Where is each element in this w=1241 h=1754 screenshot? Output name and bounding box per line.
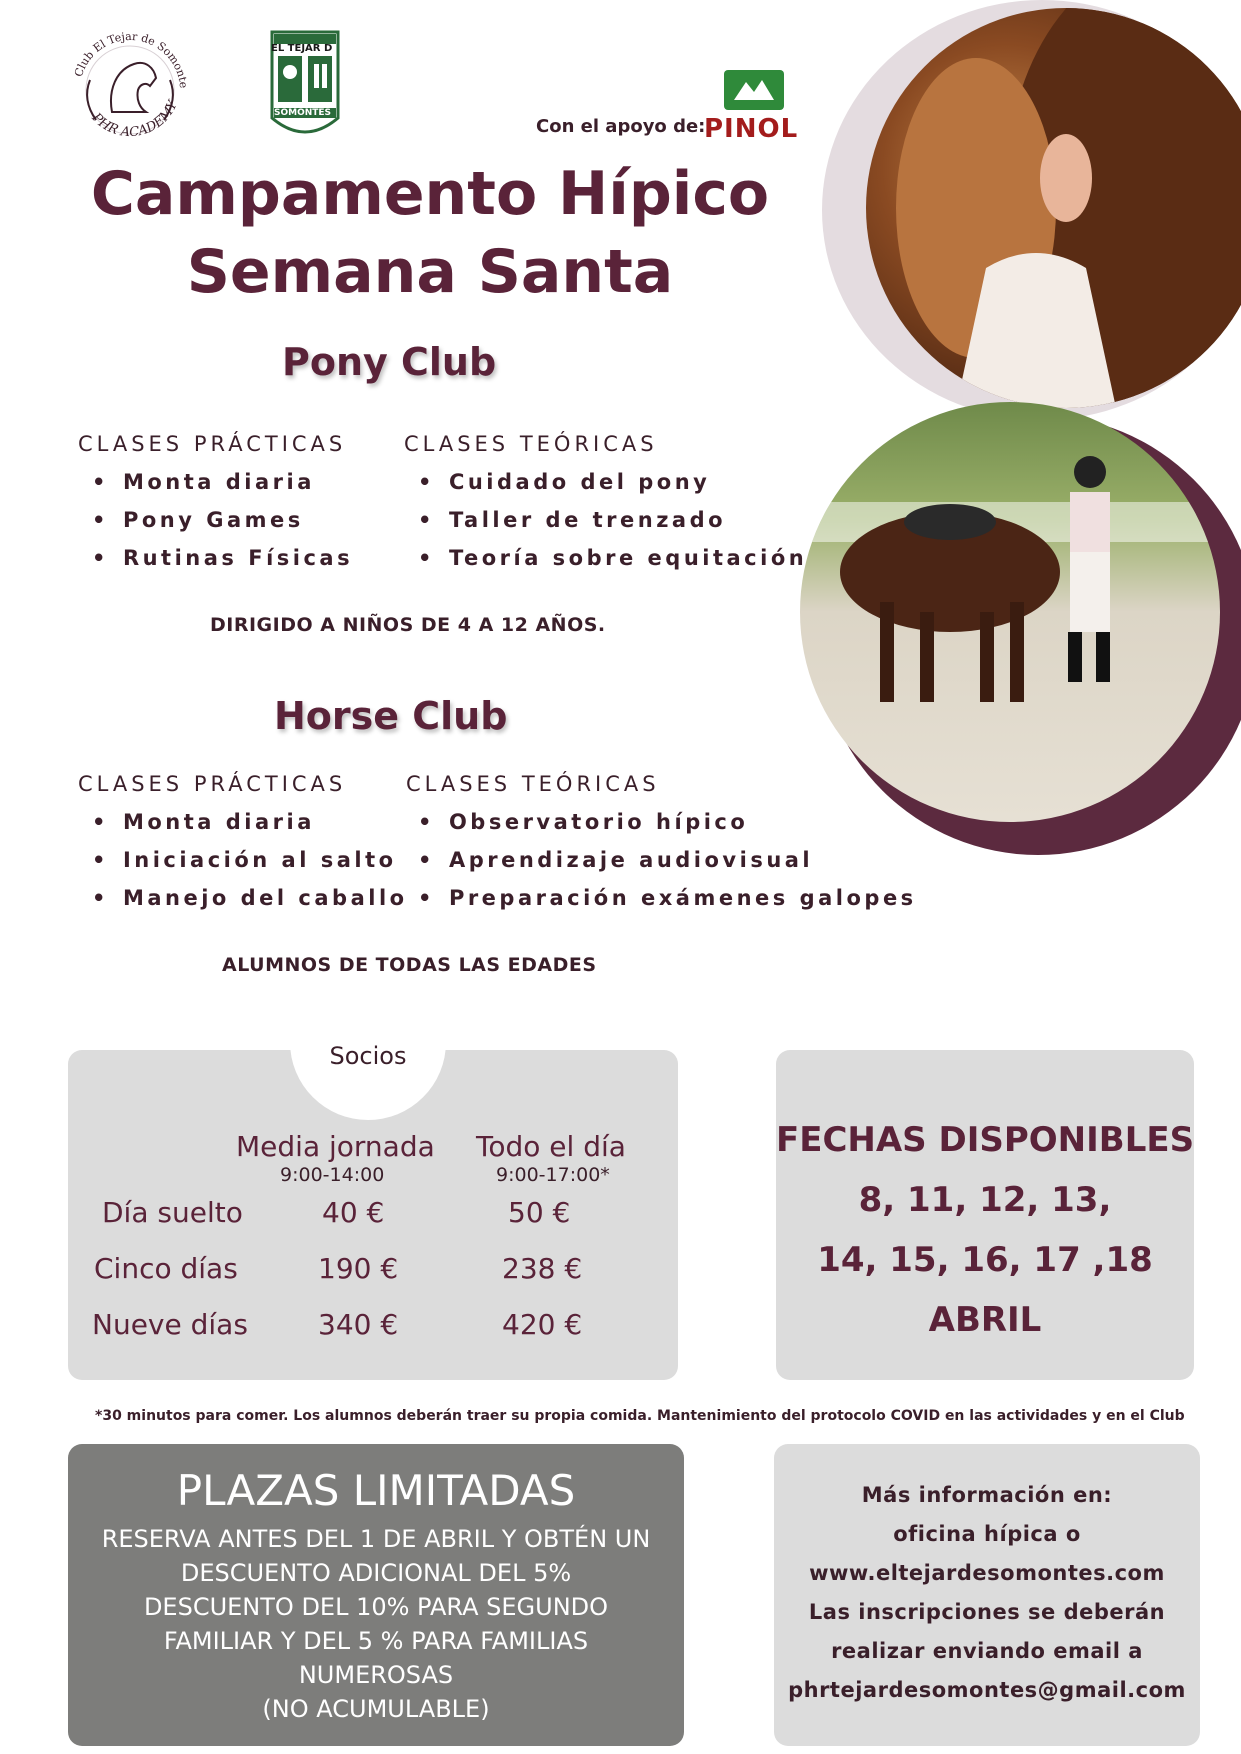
half-day-header: Media jornada	[236, 1130, 435, 1163]
dates-heading: FECHAS DISPONIBLES	[776, 1120, 1195, 1160]
phr-academy-logo	[60, 20, 200, 150]
list-item: • Cuidado del pony	[418, 470, 807, 508]
horse-teoricas-list	[418, 810, 917, 924]
list-item: • Pony Games	[92, 508, 353, 546]
plazas-line: RESERVA ANTES DEL 1 DE ABRIL Y OBTÉN UN	[101, 1525, 651, 1553]
horse-teoricas-heading: CLASES TEÓRICAS	[406, 772, 660, 796]
half-day-hours: 9:00-14:00	[280, 1164, 385, 1186]
horse-practicas-list	[92, 810, 408, 924]
pony-practicas-heading: CLASES PRÁCTICAS	[78, 432, 347, 456]
info-line: Más información en:	[861, 1483, 1113, 1507]
info-line: Las inscripciones se deberán	[808, 1600, 1166, 1624]
list-item: • Monta diaria	[92, 470, 353, 508]
pinol-text: PINOL	[704, 114, 799, 144]
horse-audience-note: ALUMNOS DE TODAS LAS EDADES	[222, 954, 597, 976]
dates-line-2: 14, 15, 16, 17 ,18	[817, 1240, 1153, 1280]
plazas-line: NUMEROSAS	[298, 1661, 454, 1689]
price-half: 40 €	[322, 1196, 385, 1229]
pony-club-title: Pony Club	[282, 340, 497, 384]
price-half: 190 €	[318, 1252, 399, 1285]
list-item: • Aprendizaje audiovisual	[418, 848, 917, 886]
pinol-logo	[702, 68, 804, 142]
plazas-line: DESCUENTO DEL 10% PARA SEGUNDO	[143, 1593, 609, 1621]
pinol-icon	[724, 70, 784, 114]
plazas-lines	[68, 1522, 684, 1726]
price-half: 340 €	[318, 1308, 399, 1341]
list-item: • Rutinas Físicas	[92, 546, 353, 584]
pony-audience-note: DIRIGIDO A NIÑOS DE 4 A 12 AÑOS.	[210, 614, 606, 636]
email-link[interactable]: phrtejardesomontes@gmail.com	[788, 1678, 1186, 1702]
info-line: oficina hípica o	[893, 1522, 1081, 1546]
list-item: • Preparación exámenes galopes	[418, 886, 917, 924]
pony-practicas-list	[92, 470, 353, 584]
list-item: • Observatorio hípico	[418, 810, 917, 848]
horse-club-title: Horse Club	[274, 694, 508, 738]
plazas-line: FAMILIAR Y DEL 5 % PARA FAMILIAS	[163, 1627, 589, 1655]
plazas-title: PLAZAS LIMITADAS	[176, 1466, 576, 1515]
girl-with-horse-photo	[866, 8, 1241, 408]
price-full: 50 €	[508, 1196, 571, 1229]
list-item: • Monta diaria	[92, 810, 408, 848]
list-item: • Teoría sobre equitación	[418, 546, 807, 584]
rider-leading-horse-photo	[800, 402, 1220, 822]
tejar-top-text: EL TEJAR D	[271, 43, 333, 54]
title-line-2: Semana Santa	[186, 237, 674, 307]
pony-teoricas-list	[418, 470, 807, 584]
info-lines	[774, 1476, 1200, 1710]
price-full: 420 €	[502, 1308, 583, 1341]
plazas-line: (NO ACUMULABLE)	[262, 1695, 490, 1723]
website-link[interactable]: www.eltejardesomontes.com	[809, 1561, 1165, 1585]
dates-text	[776, 1110, 1194, 1350]
list-item: • Taller de trenzado	[418, 508, 807, 546]
title-line-1: Campamento Hípico	[90, 159, 770, 229]
full-day-header: Todo el día	[476, 1130, 626, 1163]
page-title	[60, 155, 800, 311]
dates-month: ABRIL	[928, 1300, 1042, 1340]
support-label: Con el apoyo de:	[536, 116, 706, 137]
info-line: realizar enviando email a	[831, 1639, 1143, 1663]
list-item: • Iniciación al salto	[92, 848, 408, 886]
tejar-bottom-text: SOMONTES	[274, 108, 332, 118]
price-row-label: Día suelto	[102, 1196, 243, 1229]
horse-practicas-heading: CLASES PRÁCTICAS	[78, 772, 347, 796]
price-full: 238 €	[502, 1252, 583, 1285]
price-row-label: Cinco días	[94, 1252, 238, 1285]
socios-label: Socios	[329, 1042, 407, 1070]
el-tejar-shield-logo	[268, 28, 342, 146]
horse-head-icon	[60, 20, 200, 150]
dates-line-1: 8, 11, 12, 13,	[858, 1180, 1112, 1220]
price-row-label: Nueve días	[92, 1308, 248, 1341]
svg-text:Club El Tejar de Somontes: Club El Tejar de Somonte	[71, 29, 191, 89]
full-day-hours: 9:00-17:00*	[496, 1164, 610, 1186]
pony-teoricas-heading: CLASES TEÓRICAS	[404, 432, 658, 456]
plazas-line: DESCUENTO ADICIONAL DEL 5%	[180, 1559, 572, 1587]
list-item: • Manejo del caballo	[92, 886, 408, 924]
footnote: *30 minutos para comer. Los alumnos deberán traer su propia comida. Mantenimiento del protocolo COVID en las actividades y en el Club	[95, 1408, 1185, 1424]
svg-text:PHR ACADEMY: PHR ACADEMY	[88, 98, 181, 141]
